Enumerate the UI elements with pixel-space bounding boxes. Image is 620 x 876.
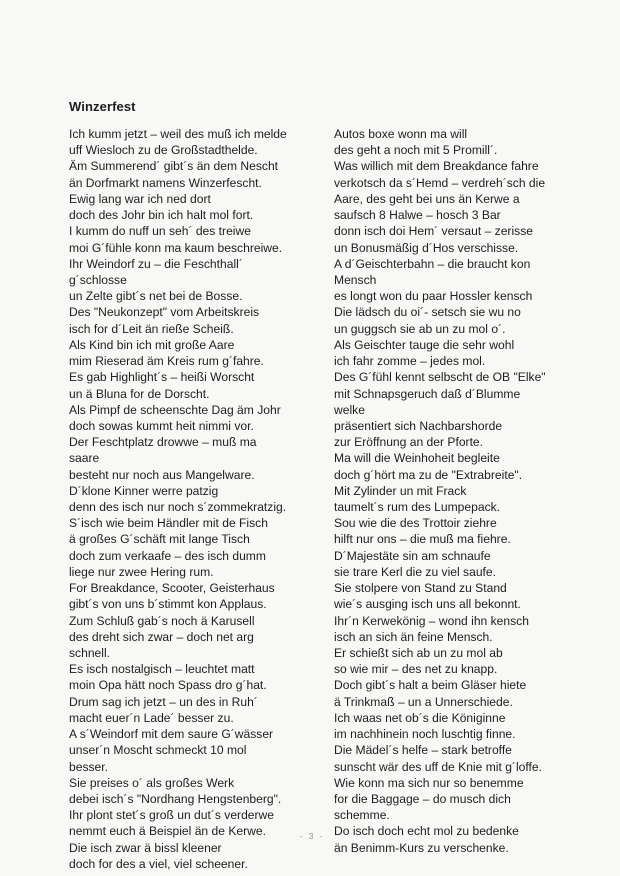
poem-line: Es gab Highlight´s – heißi Worscht <box>69 370 255 385</box>
poem-line: Zum Schluß gab´s noch ä Karusell <box>69 613 255 628</box>
poem-line: donn isch doi Hem´ versaut – zerisse <box>334 224 533 239</box>
poem-line: Ich waas net ob´s die Königinne <box>334 710 506 725</box>
poem-line: besser. <box>69 759 108 774</box>
poem-line: Ewig lang war ich ned dort <box>69 191 211 206</box>
poem-line: A d´Geischterbahn – die braucht kon <box>334 256 531 271</box>
poem-line: saare <box>69 451 100 466</box>
poem-line: doch zum verkaafe – des isch dumm <box>69 548 266 563</box>
poem-line: ä Trinkmaß – un a Unnerschiede. <box>334 694 513 709</box>
poem-line: verkotsch da s´Hemd – verdreh´sch die <box>334 175 546 190</box>
poem-line: wie´s ausging isch uns all bekonnt. <box>334 597 521 612</box>
poem-line: Als Pimpf de scheenschte Dag äm Johr <box>69 402 281 417</box>
poem-line: denn des isch nur noch s´zommekratzig. <box>69 500 287 515</box>
poem-line: es longt won du paar Hossler kensch <box>334 289 533 304</box>
poem-line: doch sowas kummt heit nimmi vor. <box>69 418 254 433</box>
poem-line: zur Eröffnung an der Pforte. <box>334 435 484 450</box>
poem-line: Doch gibt´s halt a beim Gläser hiete <box>334 678 527 693</box>
poem-line: Autos boxe wonn ma will <box>334 127 468 141</box>
poem-line: Äm Summerend´ gibt´s än dem Nescht <box>69 159 279 174</box>
poem-line: ä großes G´schäft mit lange Tisch <box>69 532 250 547</box>
poem-line: D´Majestäte sin am schnaufe <box>334 548 491 563</box>
poem-line: saufsch 8 Halwe – hosch 3 Bar <box>334 208 501 223</box>
poem-line: Drum sag ich jetzt – un des in Ruh´ <box>69 694 258 709</box>
page-number: - 3 - <box>300 832 325 841</box>
poem-line: debei isch´s "Nordhang Hengstenberg". <box>69 791 282 806</box>
poem-line: Aare, des geht bei uns än Kerwe a <box>334 191 520 206</box>
poem-line: Er schießt sich ab un zu mol ab <box>334 646 503 660</box>
poem-line: än Dorfmarkt namens Winzerfescht. <box>69 175 262 190</box>
poem-line: doch g´hört ma zu de "Extrabreite". <box>334 467 523 482</box>
poem-line: moi G´fühle konn ma kaum beschreiwe. <box>69 240 283 255</box>
poem-line: Mit Zylinder un mit Frack <box>334 483 467 498</box>
poem-line: des geht a noch mit 5 Promill´. <box>334 143 498 158</box>
poem-line: Do isch doch echt mol zu bedenke <box>334 824 519 839</box>
poem-line: un guggsch sie ab un zu mol o´. <box>334 321 506 336</box>
poem-line: Als Kind bin ich mit große Aare <box>69 337 235 352</box>
poem-line: I kumm do nuff un seh´ des treiwe <box>69 224 251 239</box>
poem-line: Ihr plont stet´s groß un dut´s verderwe <box>69 808 275 823</box>
poem-line: än Benimm-Kurs zu verschenke. <box>334 840 509 855</box>
poem-line: Ihr´n Kerwekönig – wond ihn kensch <box>334 613 529 628</box>
poem-line: A s´Weindorf mit dem saure G´wässer <box>69 727 274 742</box>
poem-line: Ma will die Weinhoheit begleite <box>334 451 500 466</box>
poem-line: liege nur zwee Hering rum. <box>69 564 214 579</box>
left-column <box>69 126 331 872</box>
poem-line: Des "Neukonzept" vom Arbeitskreis <box>69 305 260 320</box>
poem-line: isch for d´Leit än rieße Scheiß. <box>69 321 234 336</box>
poem-line: Sie stolpere von Stand zu Stand <box>334 581 507 596</box>
poem-line: welke <box>334 402 365 417</box>
poem-line: Sou wie die des Trottoir ziehre <box>334 516 497 531</box>
poem-line: sie trare Kerl die zu viel saufe. <box>334 564 496 579</box>
poem-line: besteht nur noch aus Mangelware. <box>69 467 255 482</box>
poem-line: un ä Bluna for de Dorscht. <box>69 386 210 401</box>
poem-line: doch des Johr bin ich halt mol fort. <box>69 208 254 223</box>
poem-line: Mensch <box>334 272 377 287</box>
poem-line: doch for des a viel, viel scheener. <box>69 856 248 871</box>
poem-line: g´schlosse <box>69 272 127 287</box>
poem-line: nemmt euch ä Beispiel än de Kerwe. <box>69 824 266 839</box>
poem-line: schnell. <box>69 646 111 660</box>
poem-line: Wie konn ma sich nur so benemme <box>334 775 524 790</box>
poem-line: un Zelte gibt´s net bei de Bosse. <box>69 289 243 304</box>
poem-line: sunscht wär des uff de Knie mit g´loffe. <box>334 759 542 774</box>
poem-line: Ich kumm jetzt – weil des muß ich melde <box>69 127 287 141</box>
poem-line: schemme. <box>334 808 390 823</box>
poem-line: Die isch zwar ä bissl kleener <box>69 840 222 855</box>
poem-line: taumelt´s rum des Lumpepack. <box>334 500 501 515</box>
poem-line: un Bonusmäßig d´Hos verschisse. <box>334 240 519 255</box>
poem-line: macht euer´n Lade´ besser zu. <box>69 710 234 725</box>
right-column <box>334 126 574 856</box>
poem-line: des dreht sich zwar – doch net arg <box>69 629 254 644</box>
poem-line: hilft nur ons – die muß ma fiehre. <box>334 532 511 547</box>
poem-line: unser´n Moscht schmeckt 10 mol <box>69 743 247 758</box>
poem-line: Die Mädel´s helfe – stark betroffe <box>334 743 512 758</box>
poem-line: Der Feschtplatz drowwe – muß ma <box>69 435 257 450</box>
poem-line: Des G´fühl kennt selbscht de OB "Elke" <box>334 370 546 385</box>
poem-line: Sie preises o´ als großes Werk <box>69 775 235 790</box>
poem-line: uff Wiesloch zu de Großstadthelde. <box>69 143 258 158</box>
poem-line: Es isch nostalgisch – leuchtet matt <box>69 662 255 677</box>
poem-line: Die lädsch du oi´- setsch sie wu no <box>334 305 521 320</box>
poem-line: moin Opa hätt noch Spass dro g´hat. <box>69 678 267 693</box>
poem-line: ich fahr zomme – jedes mol. <box>334 354 486 369</box>
poem-line: mim Rieserad äm Kreis rum g´fahre. <box>69 354 264 369</box>
poem-title: Winzerfest <box>69 99 136 114</box>
poem-line: Als Geischter tauge die sehr wohl <box>334 337 515 352</box>
poem-line: Was willich mit dem Breakdance fahre <box>334 159 539 174</box>
poem-line: Ihr Weindorf zu – die Feschthall´ <box>69 256 243 271</box>
poem-line: for die Baggage – do musch dich <box>334 791 511 806</box>
poem-line: gibt´s von uns b´stimmt kon Applaus. <box>69 597 267 612</box>
poem-line: D´klone Kinner werre patzig <box>69 483 219 498</box>
poem-line: präsentiert sich Nachbarshorde <box>334 418 503 433</box>
poem-line: mit Schnapsgeruch daß d´Blumme <box>334 386 521 401</box>
poem-line: S´isch wie beim Händler mit de Fisch <box>69 516 268 531</box>
poem-line: im nachhinein noch luschtig finne. <box>334 727 516 742</box>
poem-line: so wie mir – des net zu knapp. <box>334 662 498 677</box>
poem-line: isch an sich än feine Mensch. <box>334 629 493 644</box>
poem-line: For Breakdance, Scooter, Geisterhaus <box>69 581 275 596</box>
